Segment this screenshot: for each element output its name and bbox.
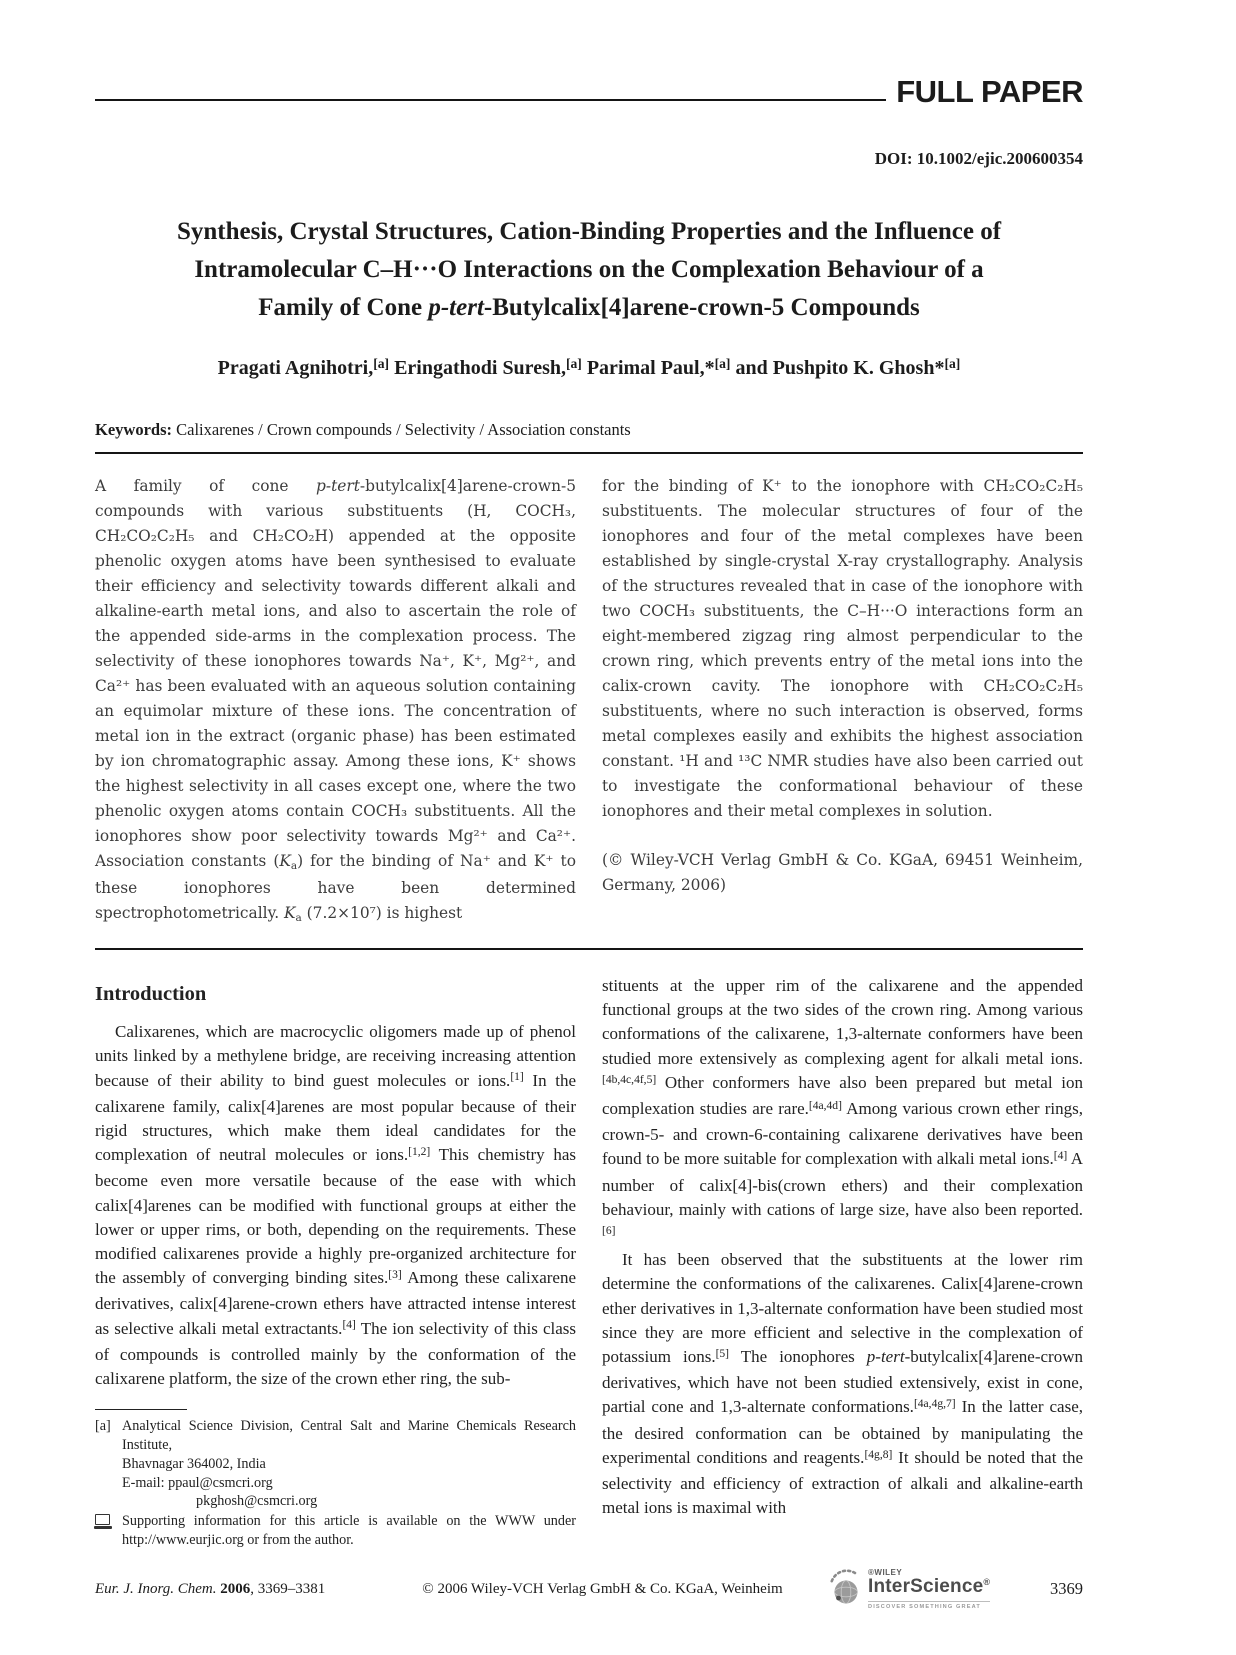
keywords-label: Keywords: (95, 420, 172, 439)
footnote-affiliation-body (122, 1417, 576, 1511)
interscience-logo-text (868, 1568, 990, 1610)
title-line-1: Synthesis, Crystal Structures, Cation-Binding Properties and the Influence of (176, 218, 1002, 245)
supporting-info-text[interactable]: Supporting information for this article is available on the WWW under http://www.eurjic.org or from the author. (122, 1513, 576, 1549)
doi-line: DOI: 10.1002/ejic.200600354 (874, 149, 1083, 168)
footnote-label-a: [a] (95, 1418, 111, 1435)
title-line-3: Family of Cone p-tert-Butylcalix[4]arene-crown-5 Compounds (258, 294, 920, 321)
abstract-left-column (95, 474, 576, 928)
footnote-affiliation (95, 1417, 576, 1511)
body-right-column (602, 974, 1083, 1550)
intro-paragraph-3: It has been observed that the substituents at the lower rim determine the conformations of the calixarenes. Calix[4]arene-crown ether derivatives in 1,3-alternate conformation have been studied most since they are more efficient and selective in the complexation of potassium ions.[5] The ionophores p-tert-butylcalix[4]arene-crown derivatives, which have not been studied extensively, exist in cone, partial cone and 1,3-alternate conformations.[4a,4g,7] In the latter case, the desired conformation can be obtained by manipulating the experimental conditions and reagents.[4g,8] It should be noted that the selectivity and efficiency of extraction of alkali and alkaline-earth metal ions is maximal with (602, 1250, 1083, 1518)
computer-icon (95, 1514, 110, 1525)
journal-reference: Eur. J. Inorg. Chem. 2006, 3369–3381 (95, 1580, 326, 1597)
introduction-heading: Introduction (95, 983, 207, 1005)
registered-mark: ® (983, 1577, 991, 1587)
abstract-section (95, 454, 1083, 928)
header-rule (95, 99, 886, 101)
interscience-tagline: DISCOVER SOMETHING GREAT (868, 1601, 990, 1610)
page-footer (95, 1550, 1083, 1628)
section-label: FULL PAPER (896, 74, 1083, 109)
footnotes-block (95, 1409, 576, 1550)
affiliation-address-line-1: Analytical Science Division, Central Salt and Marine Chemicals Research Institute, (122, 1418, 576, 1454)
wiley-label: ®WILEY (868, 1568, 903, 1577)
page-number: 3369 (1050, 1579, 1083, 1598)
abstract-bottom-rule (95, 948, 1083, 950)
interscience-name (868, 1577, 990, 1599)
keywords-line (95, 420, 1083, 440)
page-content (95, 0, 1083, 1550)
interscience-wordmark: InterScience (868, 1576, 984, 1597)
interscience-logo[interactable] (825, 1568, 1013, 1610)
page-header (95, 76, 1083, 107)
supporting-info-label (95, 1512, 122, 1550)
abstract-paragraph-left: A family of cone p-tert-butylcalix[4]arene-crown-5 compounds with various substituents (H, COCH₃, CH₂CO₂C₂H₅ and CH₂CO₂H) appended at the opposite phenolic oxygen atoms have been synthesised to evaluate their efficiency and selectivity towards different alkali and alkaline-earth metal ions, and also to ascertain the role of the appended side-arms in the complexation process. The selectivity of these ionophores towards Na⁺, K⁺, Mg²⁺, and Ca²⁺ has been evaluated with an aqueous solution containing an equimolar mixture of these ions. The concentration of metal ion in the extract (organic phase) has been estimated by ion chromatographic assay. Among these ions, K⁺ shows the highest selectivity in all cases except one, where the two phenolic oxygen atoms contain COCH₃ substituents. All the ionophores show poor selectivity towards Mg²⁺ and Ca²⁺. Association constants (Ka) for the binding of Na⁺ and K⁺ to these ionophores have been determined spectrophotometrically. Ka (7.2×10⁷) is highest (95, 477, 576, 924)
footnote-rule (95, 1409, 187, 1410)
intro-paragraph-1: Calixarenes, which are macrocyclic oligomers made up of phenol units linked by a methylene bridge, are receiving increasing attention because of their ability to bind guest molecules or ions.[1] In the calixarene family, calix[4]arenes are most popular because of their rigid structures, which make them ideal candidates for the complexation of neutral molecules or ions.[1,2] This chemistry has become even more versatile because of the ease with which calix[4]arenes can be modified with functional groups at either the lower or upper rims, or both, depending on the requirements. These modified calixarenes provide a highly pre-organized architecture for the assembly of converging binding sites.[3] Among these calixarene derivatives, calix[4]arene-crown ethers have attracted intense interest as selective alkali metal extractants.[4] The ion selectivity of this class of compounds is controlled mainly by the conformation of the calixarene platform, the size of the crown ether ring, the sub- (95, 1022, 576, 1389)
affiliation-address-line-2: Bhavnagar 364002, India (122, 1455, 266, 1472)
footnote-supporting-info (95, 1512, 576, 1550)
keywords-list: Calixarenes / Crown compounds / Selectivity / Association constants (172, 420, 631, 439)
body-left-column (95, 974, 576, 1550)
abstract-right-column (602, 474, 1083, 928)
email-pkghosh[interactable]: pkghosh@csmcri.org (196, 1493, 318, 1510)
article-title (95, 213, 1083, 327)
title-line-2: Intramolecular C–H···O Interactions on the Complexation Behaviour of a (194, 256, 984, 283)
article-body (95, 974, 1083, 1550)
globe-icon (825, 1568, 865, 1610)
abstract-paragraph-right: for the binding of K⁺ to the ionophore with CH₂CO₂C₂H₅ substituents. The molecular structures of four of the ionophores and four of the metal complexes have been established by single-crystal X-ray crystallography. Analysis of the structures revealed that in case of the ionophore with two COCH₃ substituents, the C–H···O interactions form an eight-membered zigzag ring almost perpendicular to the crown ring, which prevents entry of the metal ions into the calix-crown cavity. The ionophore with CH₂CO₂C₂H₅ substituents, where no such interaction is observed, forms metal complexes easily and exhibits the highest association constant. ¹H and ¹³C NMR studies have also been carried out to investigate the conformational behaviour of these ionophores and their metal complexes in solution. (602, 477, 1083, 820)
footer-copyright: © 2006 Wiley-VCH Verlag GmbH & Co. KGaA, Weinheim (422, 1580, 783, 1597)
email-ppaul[interactable]: E-mail: ppaul@csmcri.org (122, 1474, 273, 1491)
intro-paragraph-2: stituents at the upper rim of the calixarene and the appended functional groups at the two sides of the crown ring. Among various conformations of the calixarene, 1,3-alternate conformers have been studied more extensively as complexing agent for alkali metal ions.[4b,4c,4f,5] Other conformers have also been prepared but metal ion complexation studies are rare.[4a,4d] Among various crown ether rings, crown-5- and crown-6-containing calixarene derivatives have been found to be more suitable for complexation with alkali metal ions.[4] A number of calix[4]-bis(crown ethers) and their complexation behaviour, mainly with cations of large size, have also been reported.[6] (602, 976, 1084, 1237)
abstract-copyright-note: (© Wiley-VCH Verlag GmbH & Co. KGaA, 69451 Weinheim, Germany, 2006) (602, 851, 1083, 894)
author-list: Pragati Agnihotri,[a] Eringathodi Suresh,[a] Parimal Paul,*[a] and Pushpito K. Ghosh*[a] (217, 355, 961, 379)
